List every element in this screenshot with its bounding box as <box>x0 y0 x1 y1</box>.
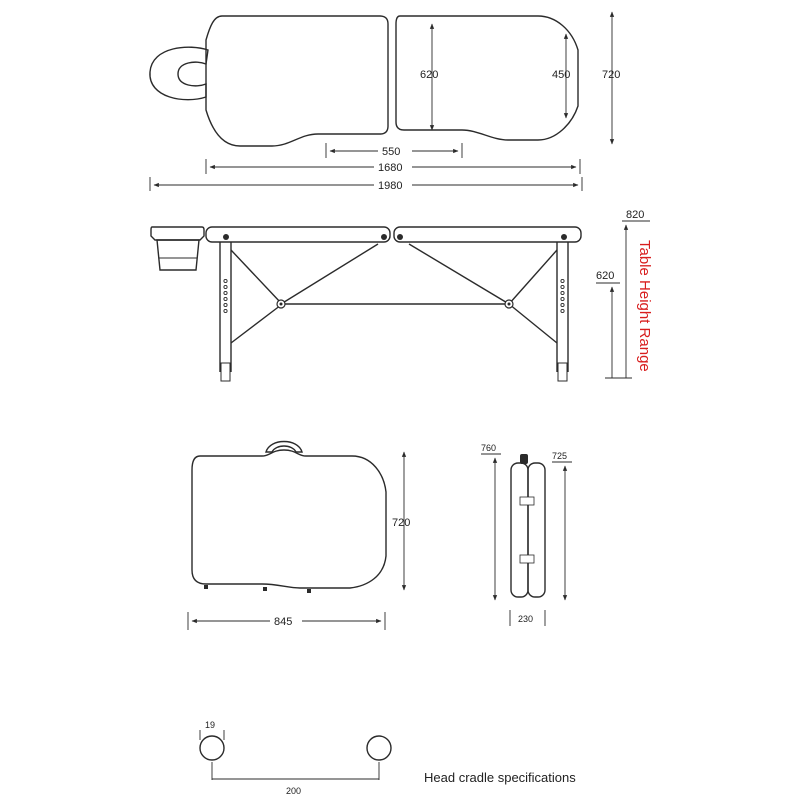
head-section <box>206 16 388 146</box>
dim-head-height-label: 620 <box>420 69 439 81</box>
dim-body-length-label: 1680 <box>378 162 403 174</box>
side-view <box>151 227 581 381</box>
folded-length-label: 845 <box>274 616 293 628</box>
dim-width-label: 720 <box>602 69 621 81</box>
dim-total-length-label: 1980 <box>378 180 403 192</box>
cradle-tube-left <box>200 736 224 760</box>
folded-side-view <box>511 454 545 597</box>
folded-case <box>192 450 386 588</box>
cradle-tube-diameter-label: 19 <box>205 720 216 730</box>
cradle-tube-right <box>367 736 391 760</box>
dim-min-height-label: 620 <box>596 270 615 282</box>
folded-side-thickness-label: 230 <box>518 614 534 624</box>
folded-side-outer-height-label: 760 <box>481 443 497 453</box>
dim-foot-height-label: 450 <box>552 69 571 81</box>
side-face-cradle <box>151 227 204 240</box>
folded-height-label: 720 <box>392 517 411 529</box>
folded-panel-left <box>511 463 528 597</box>
dim-max-height-label: 820 <box>626 209 645 221</box>
folded-panel-right <box>528 463 545 597</box>
table-height-range-label: Table Height Range <box>636 240 653 372</box>
face-cradle <box>150 47 208 100</box>
dim-head-section-label: 550 <box>382 146 401 158</box>
cradle-spacing-label: 200 <box>286 786 302 796</box>
side-head-panel <box>206 227 390 242</box>
folded-side-inner-height-label: 725 <box>552 451 568 461</box>
cradle-spec-caption: Head cradle specifications <box>424 770 576 785</box>
top-view <box>150 16 578 146</box>
side-foot-panel <box>394 227 581 242</box>
folded-view <box>192 442 386 594</box>
head-cradle-spec <box>200 736 391 760</box>
